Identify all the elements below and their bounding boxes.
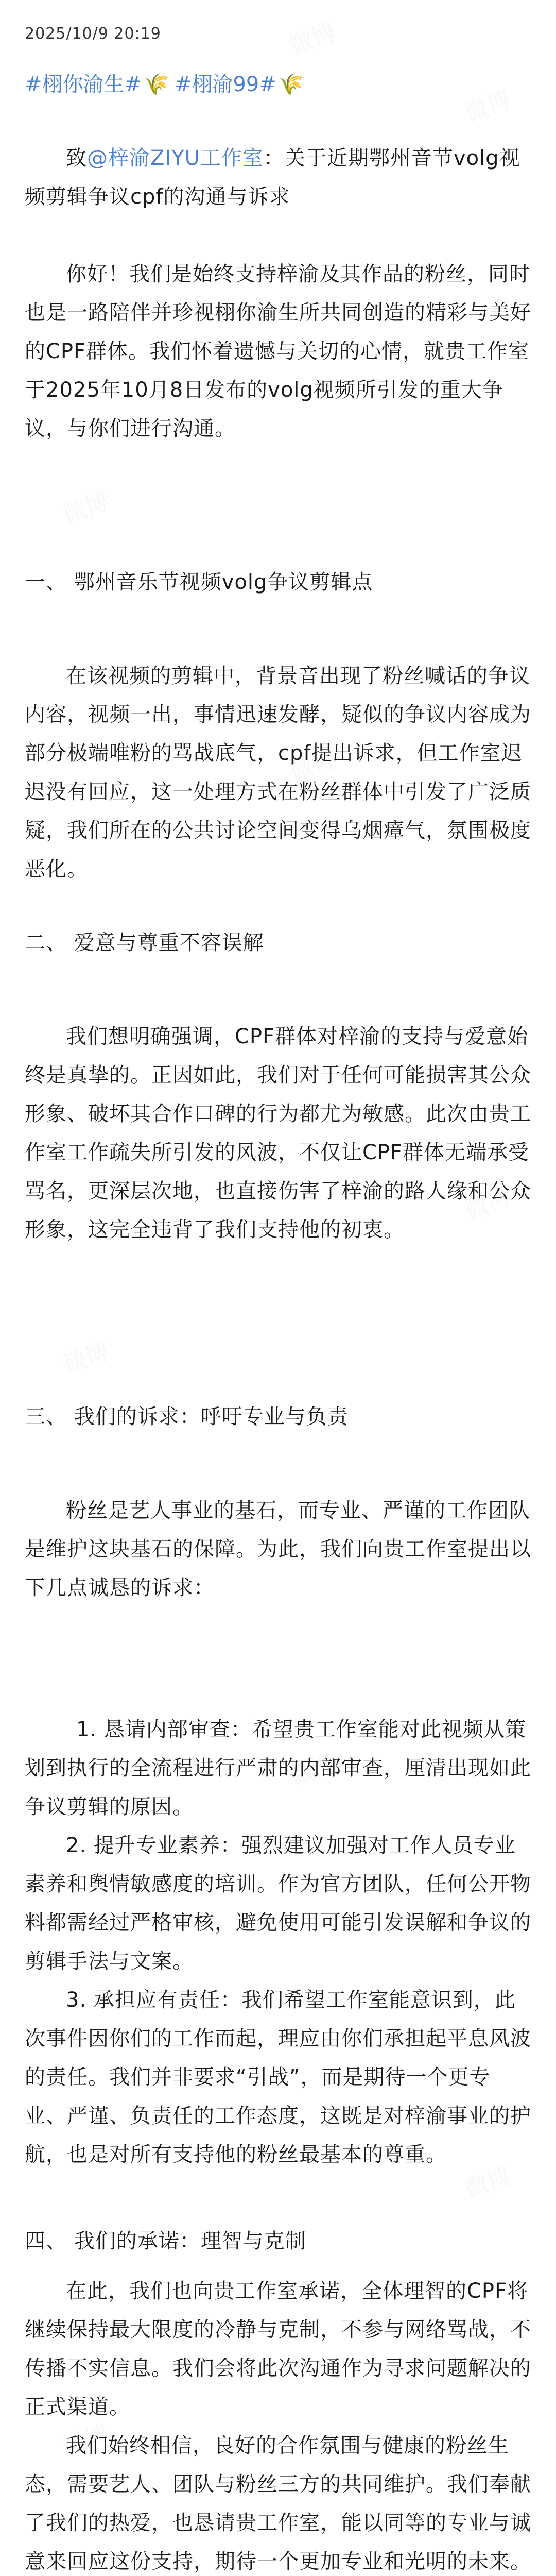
corn-icon: 🌾 bbox=[144, 73, 169, 96]
salutation-prefix: 致 bbox=[66, 146, 87, 170]
demand-label: 1. 恳请内部审查： bbox=[76, 1718, 252, 1741]
topic-tag[interactable]: #栩你渝生# bbox=[25, 73, 142, 96]
section-heading: 三、 我们的诉求：呼吁专业与负责 bbox=[25, 1405, 349, 1429]
watermark bbox=[459, 80, 515, 128]
demand-item bbox=[25, 1981, 531, 2174]
section-body: 在该视频的剪辑中，背景音出现了粉丝喊话的争议内容，视频一出，事情迅速发酵，疑似的争议内容成为部分极端唯粉的骂战底气，cpf提出诉求，但工作室迟迟没有回应，这一处理方式在粉丝群体中引发了广泛质疑，我们所在的公共讨论空间变得乌烟瘴气，氛围极度恶化。 bbox=[25, 664, 531, 881]
demand-label: 2. 提升专业素养： bbox=[66, 1834, 241, 1857]
demand-text: 强烈建议加强对工作人员专业素养和舆情敏感度的培训。作为官方团队，任何公开物料都需经过严格审核，避免使用可能引发误解和争议的剪辑手法与文案。 bbox=[25, 1834, 531, 1973]
section-heading: 四、 我们的承诺：理智与克制 bbox=[25, 2229, 306, 2253]
topic-tag[interactable]: #栩渝99# bbox=[174, 73, 276, 96]
section-heading: 一、 鄂州音乐节视频volg争议剪辑点 bbox=[25, 570, 373, 594]
section-heading: 二、 爱意与尊重不容误解 bbox=[25, 931, 264, 955]
demand-item bbox=[25, 1826, 531, 1981]
intro-paragraph: 你好！我们是始终支持梓渝及其作品的粉丝，同时也是一路陪伴并珍视栩你渝生所共同创造的精彩与美好的CPF群体。我们怀着遗憾与关切的心情，就贵工作室于2025年10月8日发布的volg视频所引发的重大争议，与你们进行沟通。 bbox=[25, 262, 531, 440]
watermark bbox=[57, 482, 113, 530]
section-body: 粉丝是艺人事业的基石，而专业、严谨的工作团队是维护这块基石的保障。为此，我们向贵工作室提出以下几点诚恳的诉求： bbox=[25, 1499, 531, 1600]
mention-link[interactable]: @梓渝ZIYU工作室 bbox=[87, 146, 264, 170]
corn-icon: 🌾 bbox=[278, 73, 304, 96]
demand-label: 3. 承担应有责任： bbox=[66, 1988, 241, 2012]
salutation-suffix: ：关于近期鄂州音节volg视频剪辑争议cpf的沟通与诉求 bbox=[25, 146, 520, 209]
salutation bbox=[25, 139, 531, 216]
demand-text: 希望贵工作室能对此视频从策划到执行的全流程进行严肃的内部审查，厘清出现如此争议剪辑的原因。 bbox=[25, 1718, 531, 1819]
watermark bbox=[57, 1332, 113, 1380]
demand-item bbox=[25, 1710, 531, 1826]
post-timestamp: 2025/10/9 20:19 bbox=[25, 25, 161, 43]
closing-paragraph: 我们始终相信，良好的合作氛围与健康的粉丝生态，需要艺人、团队与粉丝三方的共同维护。我们奉献了我们的热爱，也恳请贵工作室，能以同等的专业与诚意来回应这份支持，期待一个更加专业和光明的未来。 bbox=[25, 2434, 531, 2573]
topic-tags bbox=[25, 68, 309, 97]
section-body: 我们想明确强调，CPF群体对梓渝的支持与爱意始终是真挚的。正因如此，我们对于任何可能损害其公众形象、破坏其合作口碑的行为都尤为敏感。此次由贵工作室工作疏失所引发的风波，不仅让CPF群体无端承受骂名，更深层次地，也直接伤害了梓渝的路人缘和公众形象，这完全违背了我们支持他的初衷。 bbox=[25, 1025, 531, 1242]
demand-text: 我们希望工作室能意识到，此次事件因你们的工作而起，理应由你们承担起平息风波的责任。我们并非要求“引战”，而是期待一个更专业、严谨、负责任的工作态度，这既是对梓渝事业的护航，也是对所有支持他的粉丝最基本的尊重。 bbox=[25, 1988, 531, 2166]
watermark bbox=[284, 13, 340, 61]
section-body: 在此，我们也向贵工作室承诺，全体理智的CPF将继续保持最大限度的冷静与克制，不参与网络骂战，不传播不实信息。我们会将此次沟通作为寻求问题解决的正式渠道。 bbox=[25, 2279, 531, 2419]
